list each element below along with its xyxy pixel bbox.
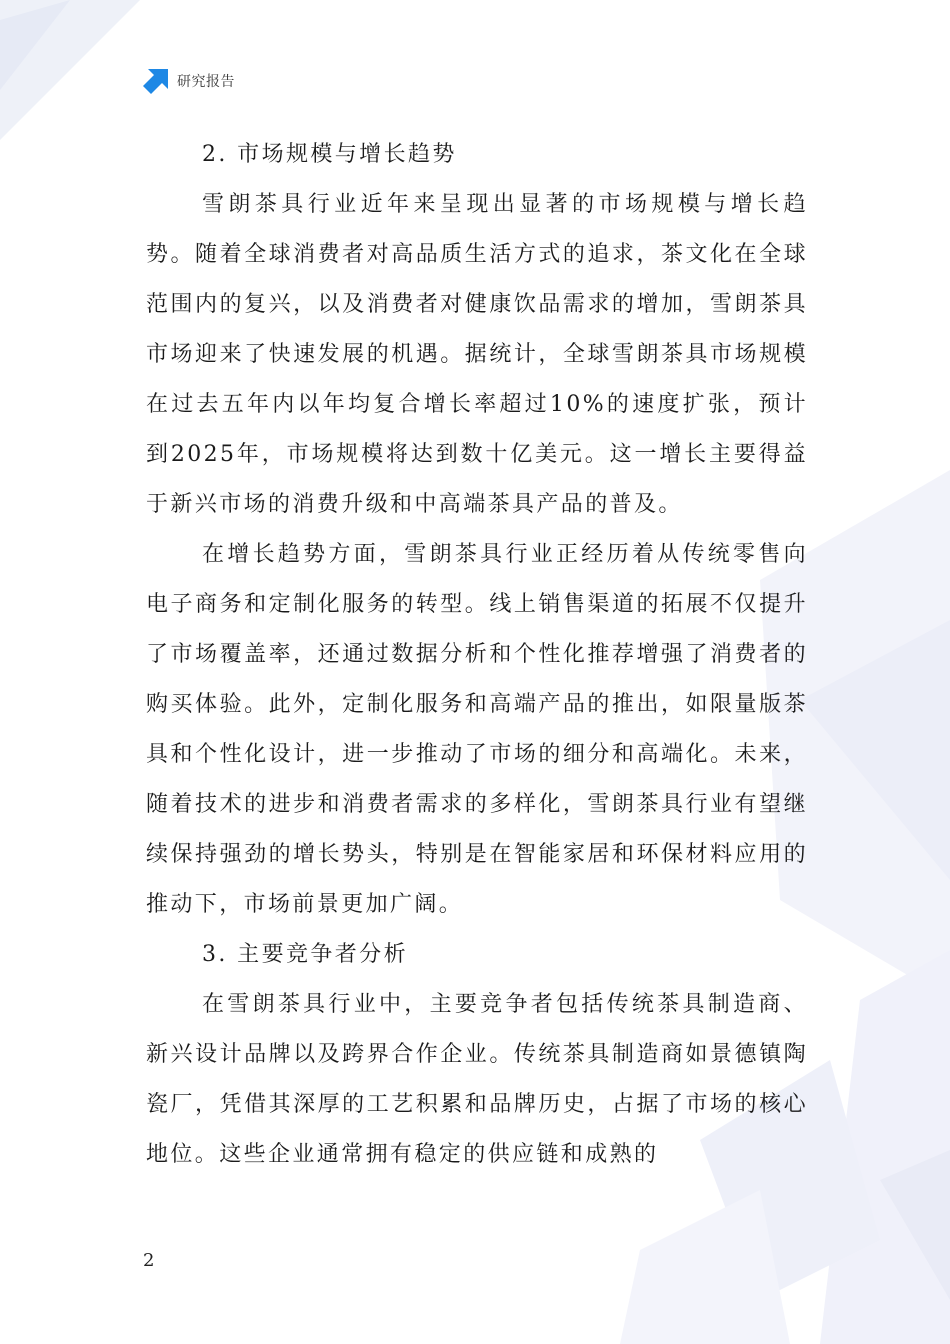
header-title: 研究报告 xyxy=(177,74,235,90)
document-body xyxy=(146,130,808,1180)
paragraph: 雪朗茶具行业近年来呈现出显著的市场规模与增长趋势。随着全球消费者对高品质生活方式的追求，茶文化在全球范围内的复兴，以及消费者对健康饮品需求的增加，雪朗茶具市场迎来了快速发展的机遇。据统计，全球雪朗茶具市场规模在过去五年内以年均复合增长率超过10%的速度扩张，预计到2025年，市场规模将达到数十亿美元。这一增长主要得益于新兴市场的消费升级和中高端茶具产品的普及。 xyxy=(146,192,808,517)
section-heading-competitors: 3. 主要竞争者分析 xyxy=(202,942,408,967)
page-number: 2 xyxy=(143,1250,155,1271)
arrow-up-right-icon xyxy=(143,68,169,94)
section-heading-market-size: 2. 市场规模与增长趋势 xyxy=(202,142,457,167)
paragraph: 在增长趋势方面，雪朗茶具行业正经历着从传统零售向电子商务和定制化服务的转型。线上销售渠道的拓展不仅提升了市场覆盖率，还通过数据分析和个性化推荐增强了消费者的购买体验。此外，定制化服务和高端产品的推出，如限量版茶具和个性化设计，进一步推动了市场的细分和高端化。未来，随着技术的进步和消费者需求的多样化，雪朗茶具行业有望继续保持强劲的增长势头，特别是在智能家居和环保材料应用的推动下，市场前景更加广阔。 xyxy=(146,542,808,917)
paragraph: 在雪朗茶具行业中，主要竞争者包括传统茶具制造商、新兴设计品牌以及跨界合作企业。传统茶具制造商如景德镇陶瓷厂，凭借其深厚的工艺积累和品牌历史，占据了市场的核心地位。这些企业通常拥有稳定的供应链和成熟的 xyxy=(146,992,808,1167)
report-header xyxy=(143,68,235,94)
